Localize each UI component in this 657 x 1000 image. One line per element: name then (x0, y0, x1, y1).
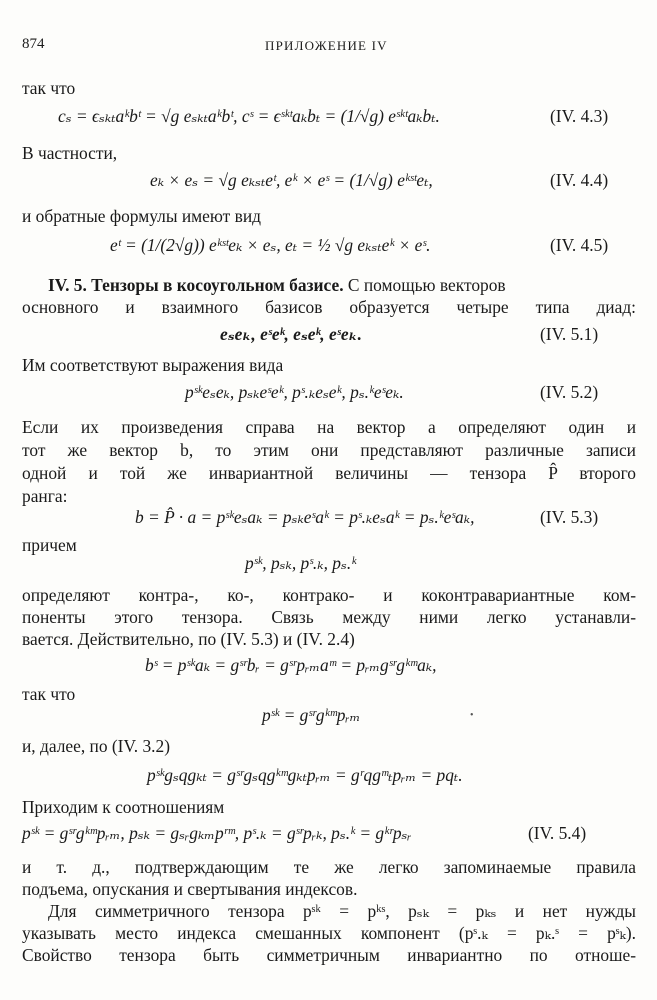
ink-speck: • (470, 710, 474, 721)
equation-number: (IV. 4.3) (550, 106, 609, 126)
equation-number: (IV. 5.3) (540, 507, 599, 527)
text-line: поненты этого тензора. Связь между ними легко устанавли- (22, 607, 636, 627)
equation-number: (IV. 5.2) (540, 382, 599, 402)
section-heading-line (48, 275, 506, 297)
text-line: тот же вектор b, то этим они представляют различные записи (22, 440, 636, 460)
text-line: так что (22, 684, 76, 704)
equation: pˢᵏ, pₛₖ, pˢ.ₖ, pₛ.ᵏ (245, 553, 357, 573)
text-line: подъема, опускания и свертывания индексов. (22, 879, 358, 899)
section-title: IV. 5. Тензоры в косоугольном базисе. (48, 275, 344, 295)
equation-number: (IV. 4.5) (550, 235, 609, 255)
text-line: Приходим к соотношениям (22, 797, 225, 817)
text-line: В частности, (22, 143, 118, 163)
equation: eᵗ = (1/(2√g)) eᵏˢᵗeₖ × eₛ, eₜ = ½ √g eₖₛₜeᵏ × eˢ. (110, 235, 431, 255)
running-header: ПРИЛОЖЕНИЕ IV (265, 38, 388, 53)
equation: pˢᵏ = gˢʳgᵏᵐpᵣₘ, pₛₖ = gₛᵣgₖₘpʳᵐ, pˢ.ₖ = gˢʳpᵣₖ, pₛ.ᵏ = gᵏʳpₛᵣ (22, 823, 412, 843)
text-line: Если их произведения справа на вектор a определяют один и (22, 417, 636, 437)
equation: pˢᵏ = gˢʳgᵏᵐpᵣₘ (262, 705, 361, 725)
text-line: одной и той же инвариантной величины — тензора P̂ второго (22, 463, 636, 483)
text-line: и обратные формулы имеют вид (22, 206, 261, 226)
text-line: и, далее, по (IV. 3.2) (22, 736, 171, 756)
equation: pˢᵏeₛeₖ, pₛₖeˢeᵏ, pˢ.ₖeₛeᵏ, pₛ.ᵏeˢeₖ. (185, 382, 404, 402)
text-line: указывать место индекса смешанных компонент (pˢ.ₖ = pₖ.ˢ = pˢₖ). (22, 923, 636, 943)
text-line: ранга: (22, 486, 68, 506)
equation-number: (IV. 4.4) (550, 170, 609, 190)
equation: cₛ = ϵₛₖₜaᵏbᵗ = √g eₛₖₜaᵏbᵗ, cˢ = ϵˢᵏᵗaₖbₜ = (1/√g) eˢᵏᵗaₖbₜ. (58, 106, 440, 126)
equation: bˢ = pˢᵏaₖ = gˢʳbᵣ = gˢʳpᵣₘaᵐ = pᵣₘgˢʳgᵏᵐaₖ, (145, 655, 437, 675)
equation: b = P̂ · a = pˢᵏeₛaₖ = pₛₖeˢaᵏ = pˢ.ₖeₛaᵏ = pₛ.ᵏeˢaₖ, (135, 507, 475, 527)
equation: eₛeₖ, eˢeᵏ, eₛeᵏ, eˢeₖ. (220, 324, 362, 344)
equation-number: (IV. 5.4) (528, 823, 587, 843)
equation-number: (IV. 5.1) (540, 324, 599, 344)
text-line: и т. д., подтверждающим те же легко запоминаемые правила (22, 857, 636, 877)
equation: eₖ × eₛ = √g eₖₛₜeᵗ, eᵏ × eˢ = (1/√g) eᵏˢᵗeₜ, (150, 170, 433, 190)
text-line: вается. Действительно, по (IV. 5.3) и (IV. 2.4) (22, 629, 355, 649)
page-number: 874 (22, 36, 45, 52)
equation: pˢᵏgₛqgₖₜ = gˢʳgₛqgᵏᵐgₖₜpᵣₘ = gʳqgᵐₜpᵣₘ = pqₜ. (147, 765, 463, 785)
text-line: С помощью векторов (347, 275, 506, 295)
text-line: Свойство тензора быть симметричным инвариантно по отноше- (22, 945, 636, 965)
text-line: так что (22, 78, 76, 98)
text-line: Для симметричного тензора pˢᵏ = pᵏˢ, pₛₖ = pₖₛ и нет нужды (48, 901, 636, 921)
text-line: причем (22, 535, 77, 555)
text-line: определяют контра-, ко-, контрако- и коконтравариантные ком- (22, 585, 636, 605)
text-line: Им соответствуют выражения вида (22, 355, 284, 375)
text-line: основного и взаимного базисов образуется четыре типа диад: (22, 297, 636, 317)
